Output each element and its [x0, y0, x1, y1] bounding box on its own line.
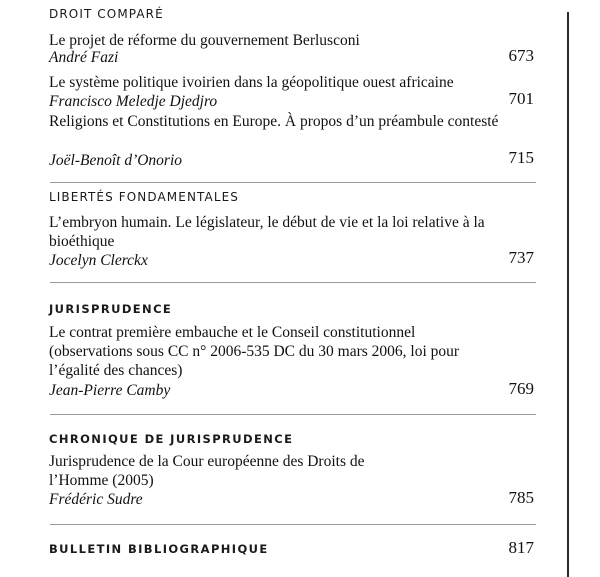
section-divider	[50, 182, 536, 183]
entry-title[interactable]: Le contrat première embauche et le Conseil constitutionnel (observations sous CC n° 2006-535 DC du 30 mars 2006, loi pour l’égalité des chances)	[49, 324, 460, 379]
section-heading-chronique-de-jurisprudence: CHRONIQUE DE JURISPRUDENCE	[49, 432, 294, 446]
entry-page-number: 673	[508, 46, 534, 65]
entry-title[interactable]: Jurisprudence de la Cour européenne des Droits de l’Homme (2005)	[49, 453, 365, 489]
section-page-number: 817	[508, 538, 534, 557]
entry-title[interactable]: Le système politique ivoirien dans la géopolitique ouest africaine	[49, 74, 454, 91]
entry-page-number: 701	[508, 89, 534, 108]
entry-title[interactable]: Le projet de réforme du gouvernement Berlusconi	[49, 32, 360, 49]
section-divider	[50, 282, 536, 283]
section-heading-bulletin-bibliographique[interactable]: BULLETIN BIBLIOGRAPHIQUE	[49, 542, 269, 556]
section-heading-libertes-fondamentales: LIBERTÉS FONDAMENTALES	[49, 190, 240, 204]
entry-page-number: 737	[508, 248, 534, 267]
entry-title[interactable]: Religions et Constitutions en Europe. À propos d’un préambule contesté	[49, 113, 499, 130]
entry-author: Francisco Meledje Djedjro	[49, 93, 218, 110]
entry-author: Frédéric Sudre	[49, 491, 143, 508]
entry-page-number: 715	[508, 148, 534, 167]
vertical-rule	[567, 12, 569, 577]
entry-title[interactable]: L’embryon humain. Le législateur, le début de vie et la loi relative à la bioéthique	[49, 214, 485, 250]
entry-author: Jocelyn Clerckx	[49, 252, 148, 269]
entry-author: André Fazi	[49, 49, 119, 66]
entry-author: Joël-Benoît d’Onorio	[49, 152, 183, 169]
entry-page-number: 785	[508, 488, 534, 507]
section-heading-droit-compare: DROIT COMPARÉ	[49, 7, 164, 21]
entry-author: Jean-Pierre Camby	[49, 382, 171, 399]
section-divider	[50, 524, 536, 525]
section-heading-jurisprudence: JURISPRUDENCE	[49, 302, 173, 316]
section-divider	[50, 414, 536, 415]
entry-page-number: 769	[508, 379, 534, 398]
